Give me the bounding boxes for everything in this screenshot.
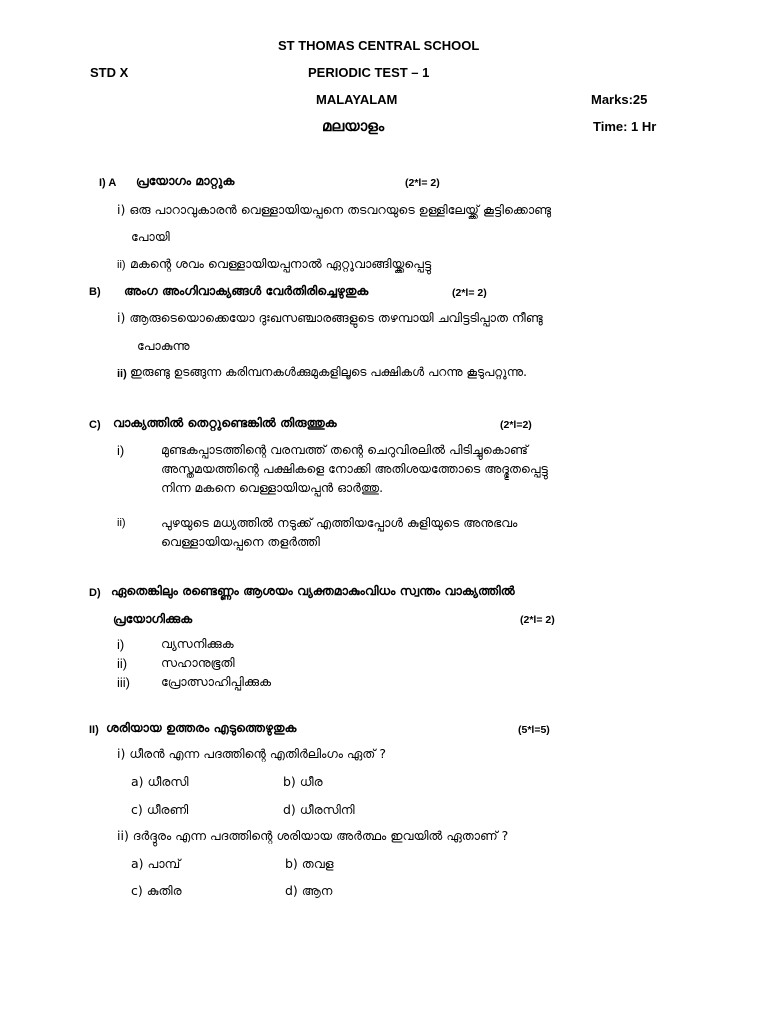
section-title: ശരിയായ ഉത്തരം എടുത്തെഴുതുക <box>106 720 297 735</box>
section-title: പ്രയോഗം മാറ്റുക <box>136 173 235 188</box>
question-line: മകന്റെ ശവം വെള്ളായിയപ്പനാൽ ഏറ്റുവാങ്ങിയ്ക്കപ്പെട്ടു <box>130 256 432 271</box>
list-item: പ്രോത്സാഹിപ്പിക്കുക <box>161 674 272 689</box>
section-title: വാക്യത്തിൽ തെറ്റുണ്ടെങ്കിൽ തിരുത്തുക <box>113 415 337 430</box>
list-item: വ്യസനിക്കുക <box>161 636 234 651</box>
section-marks: (2*l=2) <box>500 419 532 431</box>
question-number: i) <box>117 443 125 458</box>
section-title: അംഗ അംഗിവാക്യങ്ങൾ വേർതിരിച്ചെഴുതുക <box>124 283 369 298</box>
question-number: ii) <box>117 368 127 380</box>
test-name: PERIODIC TEST – 1 <box>308 65 430 80</box>
section-title: ഏതെങ്കിലും രണ്ടെണ്ണം ആശയം വ്യക്തമാകുംവിധം സ്വന്തം വാക്യത്തിൽ <box>111 583 515 598</box>
question-line: അസ്തമയത്തിന്റെ പക്ഷികളെ നോക്കി അതിശയത്തോടെ അദ്ഭുതപ്പെട്ടു <box>161 461 548 476</box>
question-line: മുണ്ടകപ്പാടത്തിന്റെ വരമ്പത്ത് തന്റെ ചെറുവിരലിൽ പിടിച്ചുകൊണ്ട് <box>161 442 528 457</box>
option-b: b) ധീര <box>283 774 323 789</box>
section-label: B) <box>89 286 101 298</box>
section-label: I) A <box>99 177 117 189</box>
question-line: i) ഒരു പാറാവുകാരൻ വെള്ളായിയപ്പനെ തടവറയുടെ ഉള്ളിലേയ്ക്ക് കൂട്ടിക്കൊണ്ടു <box>117 202 552 217</box>
question-line: നിന്ന മകനെ വെള്ളായിയപ്പൻ ഓർത്തു. <box>161 480 384 495</box>
section-label: C) <box>89 419 101 431</box>
option-b: b) തവള <box>285 856 334 871</box>
question-number: ii) <box>117 517 126 529</box>
section-title: പ്രയോഗിക്കുക <box>113 611 193 626</box>
list-item: സഹാനുഭൂതി <box>161 655 235 670</box>
section-marks: (2*l= 2) <box>452 287 487 299</box>
option-d: d) ആന <box>285 883 333 898</box>
subject-name-malayalam: മലയാളം <box>322 117 385 135</box>
option-c: c) കുതിര <box>131 883 182 898</box>
option-d: d) ധീരസിനി <box>283 802 355 817</box>
question-line: i) ആരുടെയൊക്കെയോ ദുഃഖസഞ്ചാരങ്ങളുടെ തഴമ്പായി ചവിട്ടടിപ്പാത നീണ്ടു <box>117 310 543 325</box>
question-line: വെള്ളായിയപ്പനെ തളർത്തി <box>161 534 320 549</box>
section-label: D) <box>89 587 101 599</box>
question-number: ii) <box>117 259 126 271</box>
section-marks: (5*l=5) <box>518 724 550 736</box>
question-line: പോയി <box>131 229 170 244</box>
time-allowed: Time: 1 Hr <box>593 119 657 134</box>
list-item-number: ii) <box>117 656 128 671</box>
section-marks: (2*l= 2) <box>405 177 440 189</box>
question-line: ഇരുണ്ടു ഉടങ്ങുന്ന കരിമ്പനകൾക്കുമുകളിലൂടെ പക്ഷികൾ പറന്നു കൂടുപറ്റുന്നു. <box>130 365 527 379</box>
question-line: പുഴയുടെ മധ്യത്തിൽ നടുക്ക് എത്തിയപ്പോൾ കുളിയുടെ അനുഭവം <box>161 515 518 530</box>
std-label: STD X <box>90 65 129 80</box>
question-line: ii) ദർദ്ദുരം എന്ന പദത്തിന്റെ ശരിയായ അർത്ഥം ഇവയിൽ ഏതാണ് ? <box>117 828 509 843</box>
option-a: a) പാമ്പ് <box>131 856 181 871</box>
school-name: ST THOMAS CENTRAL SCHOOL <box>278 38 480 53</box>
question-line: പോകുന്നു <box>137 338 190 353</box>
list-item-number: i) <box>117 637 125 652</box>
section-marks: (2*l= 2) <box>520 614 555 626</box>
option-a: a) ധീരസി <box>131 774 189 789</box>
marks-total: Marks:25 <box>591 92 648 107</box>
subject-name: MALAYALAM <box>316 92 398 107</box>
question-line: i) ധീരൻ എന്ന പദത്തിന്റെ എതിർലിംഗം ഏത് ? <box>117 746 386 761</box>
section-label: II) <box>89 724 99 736</box>
list-item-number: iii) <box>117 675 130 690</box>
option-c: c) ധീരണി <box>131 802 189 817</box>
